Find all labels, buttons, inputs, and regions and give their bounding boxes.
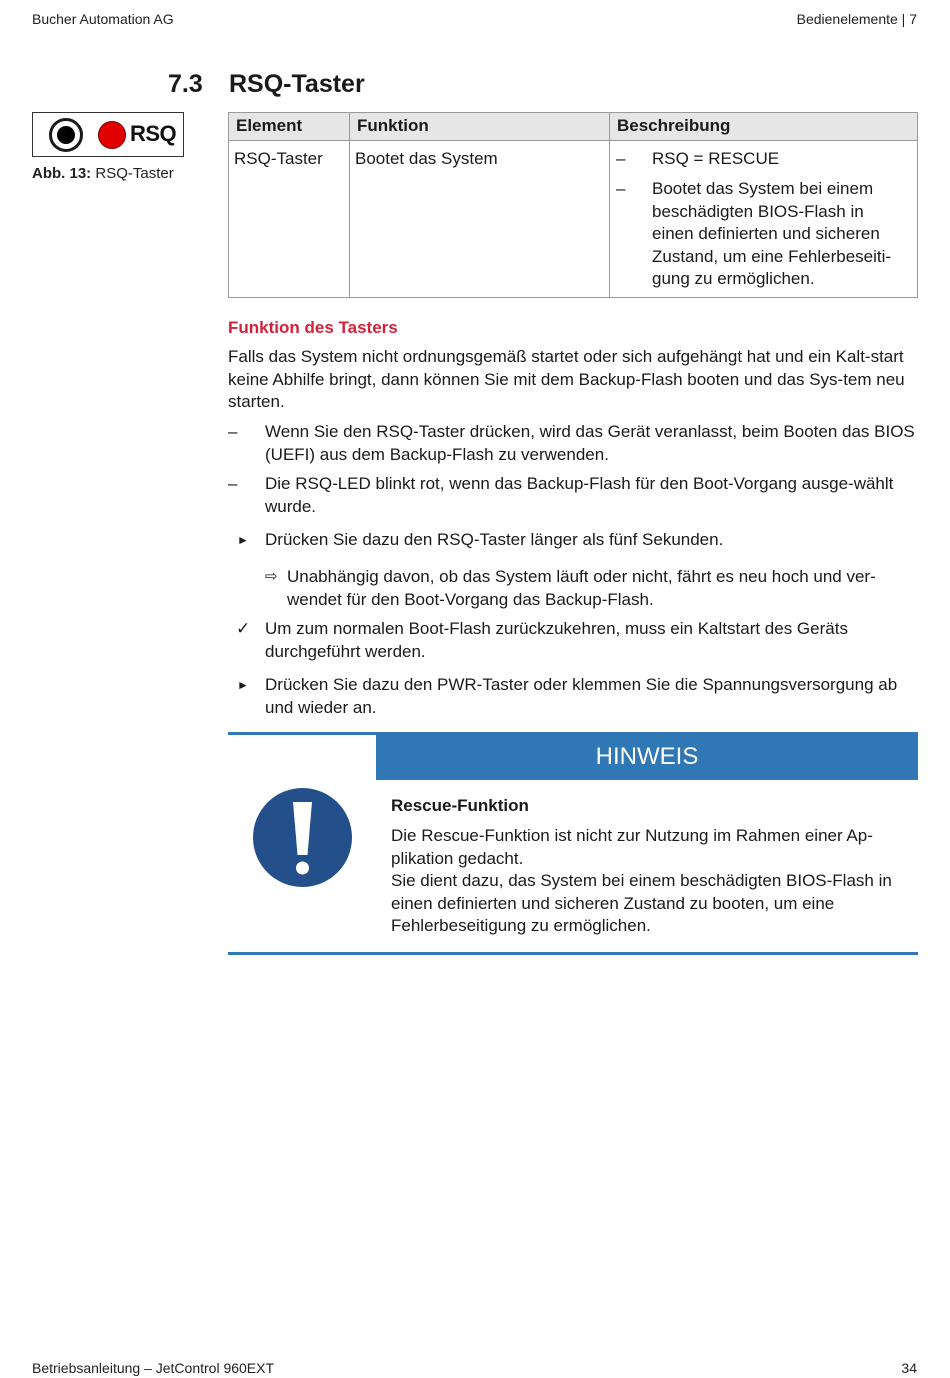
description-item <box>616 148 912 171</box>
intro-paragraph: Falls das System nicht ordnungsgemäß startet oder sich aufgehängt hat und ein Kalt-start keine Abhilfe bringt, dann können Sie mit dem Backup-Flash booten und das Sys-tem neu starten. <box>228 347 905 411</box>
exclamation-mandatory-icon <box>253 788 352 887</box>
notice-line: Die Rescue-Funktion ist nicht zur Nutzung im Rahmen einer Ap-plikation gedacht. <box>391 826 873 868</box>
table-cell-funktion: Bootet das System <box>350 141 610 298</box>
subheading: Funktion des Tasters <box>228 318 398 337</box>
checkmark-icon: ✓ <box>236 619 251 638</box>
dash-list-item <box>228 473 918 518</box>
description-text: RSQ = RESCUE <box>652 149 780 168</box>
table-header-beschreibung: Beschreibung <box>610 113 918 141</box>
triangle-icon: ► <box>237 678 249 692</box>
header-chapter: Bedienelemente | 7 <box>796 11 917 27</box>
step-text: Drücken Sie dazu den PWR-Taster oder klemmen Sie die Spannungsversorgung ab und wieder an. <box>265 675 898 717</box>
table-cell-element: RSQ-Taster <box>229 141 350 298</box>
dash-marker: – <box>228 474 238 493</box>
notice-label: HINWEIS <box>376 735 918 780</box>
list-item-text: Wenn Sie den RSQ-Taster drücken, wird das Gerät veranlasst, beim Booten das BIOS (UEFI) aus dem Backup-Flash zu verwenden. <box>265 422 915 464</box>
result-item <box>265 566 918 611</box>
list-item-text: Die RSQ-LED blinkt rot, wenn das Backup-Flash für den Boot-Vorgang ausge-wählt wurde. <box>265 474 894 516</box>
description-item <box>616 178 912 291</box>
notice-text <box>391 825 911 938</box>
condition-item <box>228 618 918 663</box>
table-row <box>229 141 918 298</box>
figure-caption <box>32 165 174 182</box>
condition-text: Um zum normalen Boot-Flash zurückzukehren, muss ein Kaltstart des Geräts durchgeführt werden. <box>265 619 848 661</box>
notice-title: Rescue-Funktion <box>391 796 529 815</box>
description-text: Bootet das System bei einem beschädigten BIOS-Flash in einen definierten und sicheren Zustand, um eine Fehlerbeseiti-gung zu ermöglichen. <box>652 179 892 288</box>
caption-text: RSQ-Taster <box>95 165 174 182</box>
notice-bottom-rule <box>228 952 918 955</box>
result-text: Unabhängig davon, ob das System läuft oder nicht, fährt es neu hoch und ver-wendet für den Boot-Vorgang das Backup-Flash. <box>287 567 876 609</box>
table-header-row <box>229 113 918 141</box>
table-header-funktion: Funktion <box>350 113 610 141</box>
page-number: 34 <box>901 1360 917 1376</box>
table-cell-beschreibung <box>610 141 918 298</box>
dash-marker: – <box>228 422 238 441</box>
dash-marker: – <box>616 149 626 168</box>
instruction-step <box>228 674 918 719</box>
dash-list-item <box>228 421 918 466</box>
push-button-center-icon <box>57 126 75 144</box>
footer-document-title: Betriebsanleitung – JetControl 960EXT <box>32 1360 275 1376</box>
rsq-led-icon <box>98 121 126 149</box>
rsq-button-label: RSQ <box>130 121 177 146</box>
header-company: Bucher Automation AG <box>32 11 174 27</box>
instruction-step <box>228 529 918 552</box>
section-number: 7.3 <box>168 70 203 98</box>
notice-line: Sie dient dazu, das System bei einem beschädigten BIOS-Flash in einen definierten und sicheren Zustand zu booten, um eine Fehlerbeseitigung zu ermöglichen. <box>391 871 892 935</box>
section-title: RSQ-Taster <box>229 70 365 98</box>
triangle-icon: ► <box>237 533 249 547</box>
dash-marker: – <box>616 179 626 198</box>
table-header-element: Element <box>229 113 350 141</box>
element-table <box>228 112 918 298</box>
step-text: Drücken Sie dazu den RSQ-Taster länger als fünf Sekunden. <box>265 530 724 549</box>
arrow-right-icon: ⇨ <box>265 568 278 585</box>
caption-prefix: Abb. 13: <box>32 165 92 182</box>
